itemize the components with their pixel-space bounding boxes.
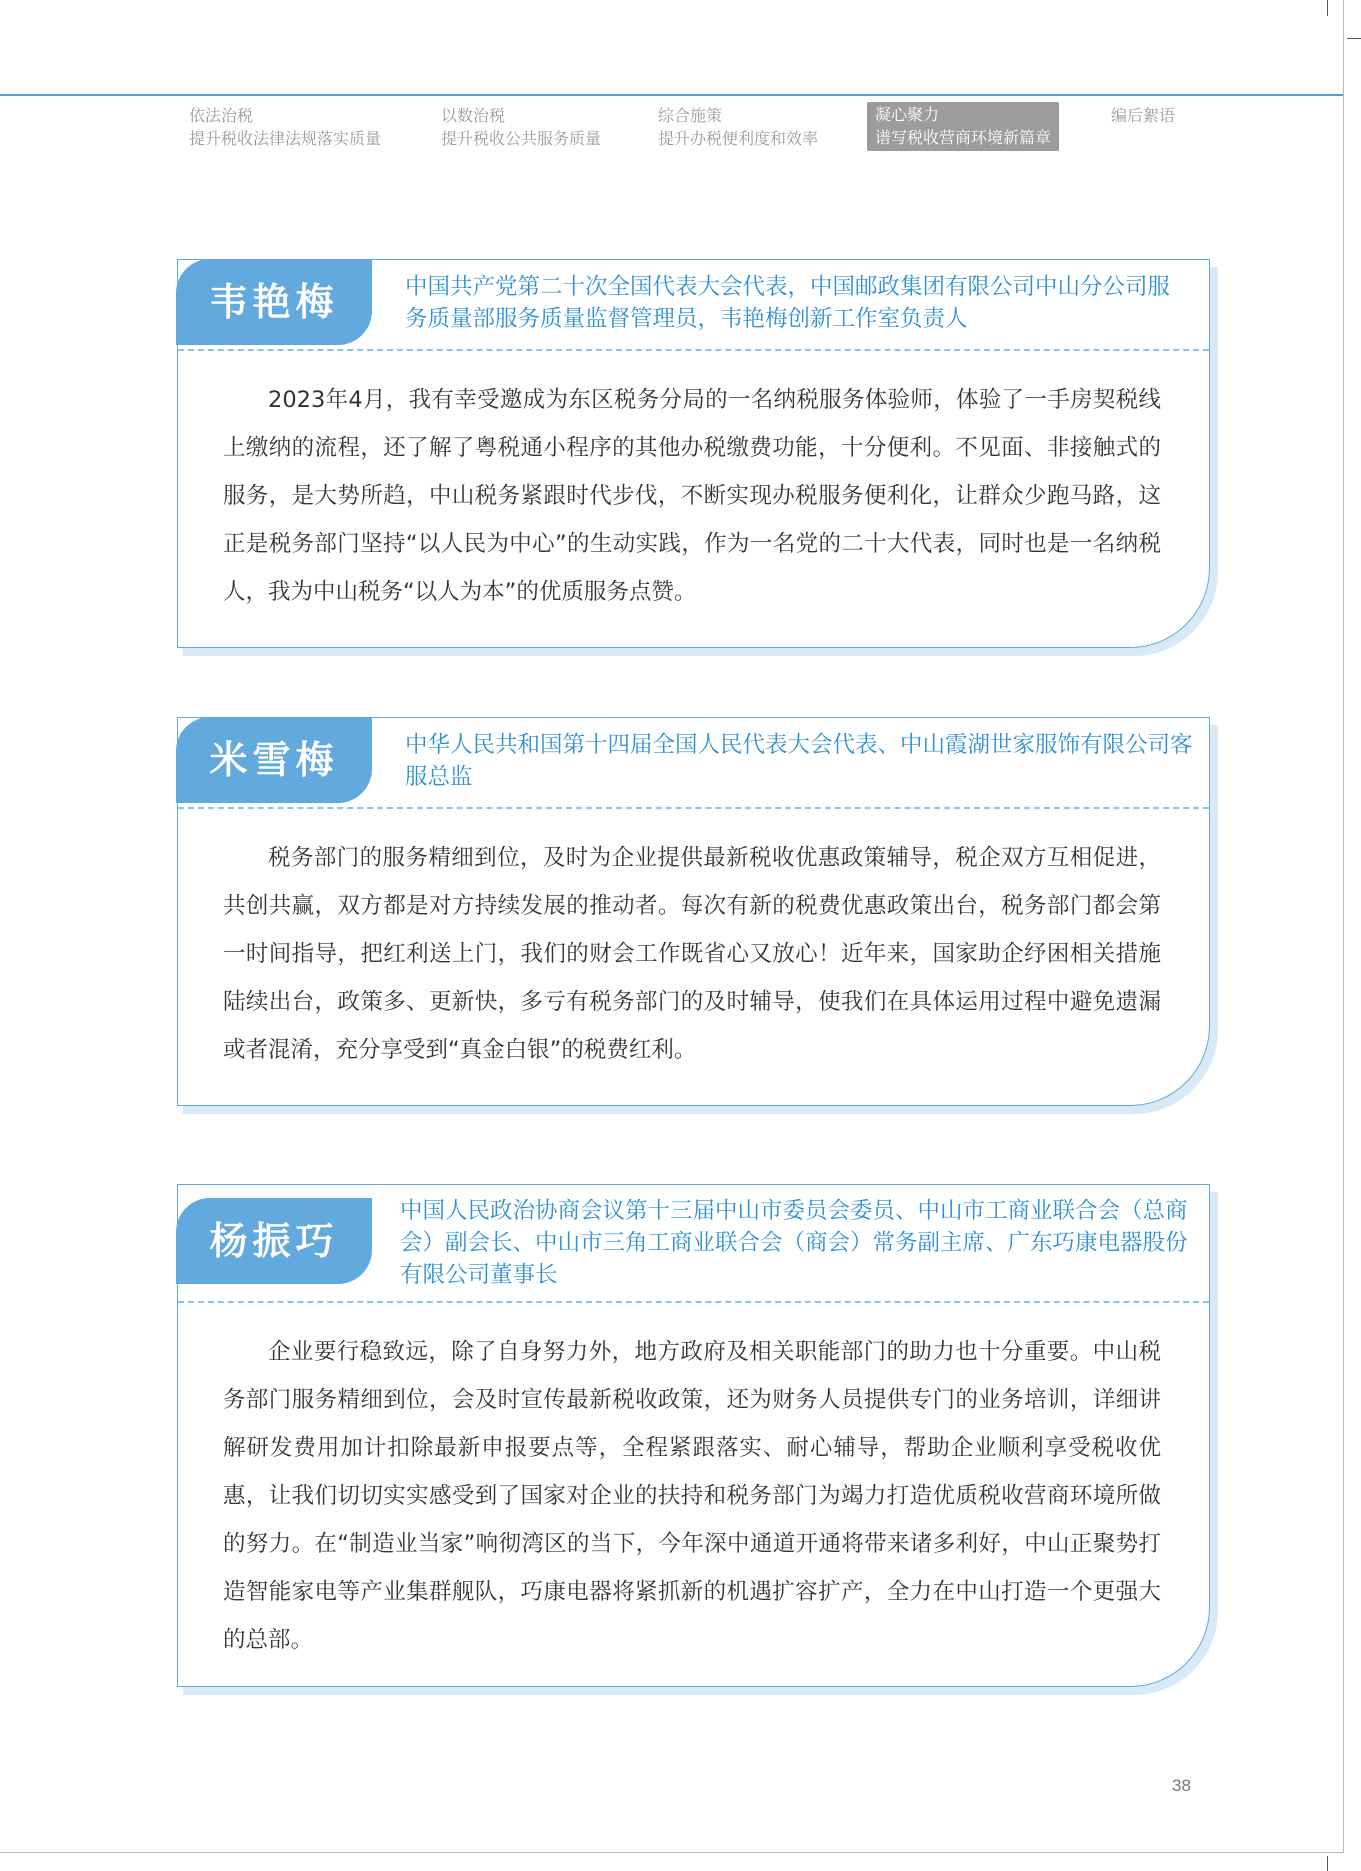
person-title: 中国共产党第二十次全国代表大会代表，中国邮政集团有限公司中山分公司服务质量部服务质量监督管理员，韦艳梅创新工作室负责人 (405, 274, 1171, 332)
dashed-divider (178, 807, 1209, 809)
nav-item-line2: 提升税收公共服务质量 (441, 129, 602, 148)
dashed-divider (178, 1301, 1209, 1303)
person-title: 中国人民政治协商会议第十三届中山市委员会委员、中山市工商业联合会（总商会）副会长、中山市三角工商业联合会（商会）常务副主席、广东巧康电器股份有限公司董事长 (400, 1198, 1188, 1288)
quote-text: 企业要行稳致远，除了自身努力外，地方政府及相关职能部门的助力也十分重要。中山税务部门服务精细到位，会及时宣传最新税收政策，还为财务人员提供专门的业务培训，详细讲解研发费用加计扣除最新申报要点等，全程紧跟落实、耐心辅导，帮助企业顺利享受税收优惠，让我们切切实实感受到了国家对企业的扶持和税务部门为竭力打造优质税收营商环境所做的努力。在“制造业当家”响彻湾区的当下，今年深中通道开通将带来诸多利好，中山正聚势打造智能家电等产业集群舰队，巧康电器将紧抓新的机遇扩容扩产，全力在中山打造一个更强大的总部。 (223, 1339, 1161, 1653)
nav-item-line1: 编后絮语 (1111, 106, 1176, 125)
testimonial-card (177, 259, 1210, 648)
nav-item-1[interactable] (189, 104, 381, 150)
crop-mark (1327, 1856, 1328, 1871)
person-title: 中华人民共和国第十四届全国人民代表大会代表、中山霞湖世家服饰有限公司客服总监 (405, 732, 1193, 790)
crop-mark (1347, 38, 1361, 39)
page-number: 38 (1172, 1776, 1191, 1795)
testimonial-card (177, 717, 1210, 1106)
quote-text: 税务部门的服务精细到位，及时为企业提供最新税收优惠政策辅导，税企双方互相促进，共创共赢，双方都是对方持续发展的推动者。每次有新的税费优惠政策出台，税务部门都会第一时间指导，把红利送上门，我们的财会工作既省心又放心！近年来，国家助企纾困相关措施陆续出台，政策多、更新快，多亏有税务部门的及时辅导，使我们在具体运用过程中避免遗漏或者混淆，充分享受到“真金白银”的税费红利。 (223, 845, 1161, 1063)
nav-item-line1: 依法治税 (189, 106, 254, 125)
nav-item-line1: 综合施策 (658, 106, 723, 125)
dashed-divider (178, 349, 1209, 351)
nav-item-line1: 以数治税 (441, 106, 506, 125)
header-rule (0, 94, 1343, 96)
nav-item-4-active[interactable] (867, 102, 1059, 151)
nav-item-line1: 凝心聚力 (875, 105, 940, 124)
section-nav (0, 104, 1343, 154)
nav-item-line2: 谱写税收营商环境新篇章 (875, 128, 1052, 147)
nav-item-line2: 提升办税便利度和效率 (658, 129, 819, 148)
person-name: 韦艳梅 (176, 259, 372, 345)
nav-item-line2: 提升税收法律法规落实质量 (189, 129, 382, 148)
person-name: 米雪梅 (176, 717, 372, 803)
nav-item-3[interactable] (658, 104, 818, 150)
crop-mark (1327, 0, 1328, 16)
person-name: 杨振巧 (176, 1198, 372, 1284)
quote-text: 2023年4月，我有幸受邀成为东区税务分局的一名纳税服务体验师，体验了一手房契税线上缴纳的流程，还了解了粤税通小程序的其他办税缴费功能，十分便利。不见面、非接触式的服务，是大势所趋，中山税务紧跟时代步伐，不断实现办税服务便利化，让群众少跑马路，这正是税务部门坚持“以人民为中心”的生动实践，作为一名党的二十大代表，同时也是一名纳税人，我为中山税务“以人为本”的优质服务点赞。 (223, 387, 1161, 605)
testimonial-card (177, 1184, 1210, 1687)
nav-item-5[interactable] (1111, 104, 1175, 127)
nav-item-2[interactable] (441, 104, 601, 150)
